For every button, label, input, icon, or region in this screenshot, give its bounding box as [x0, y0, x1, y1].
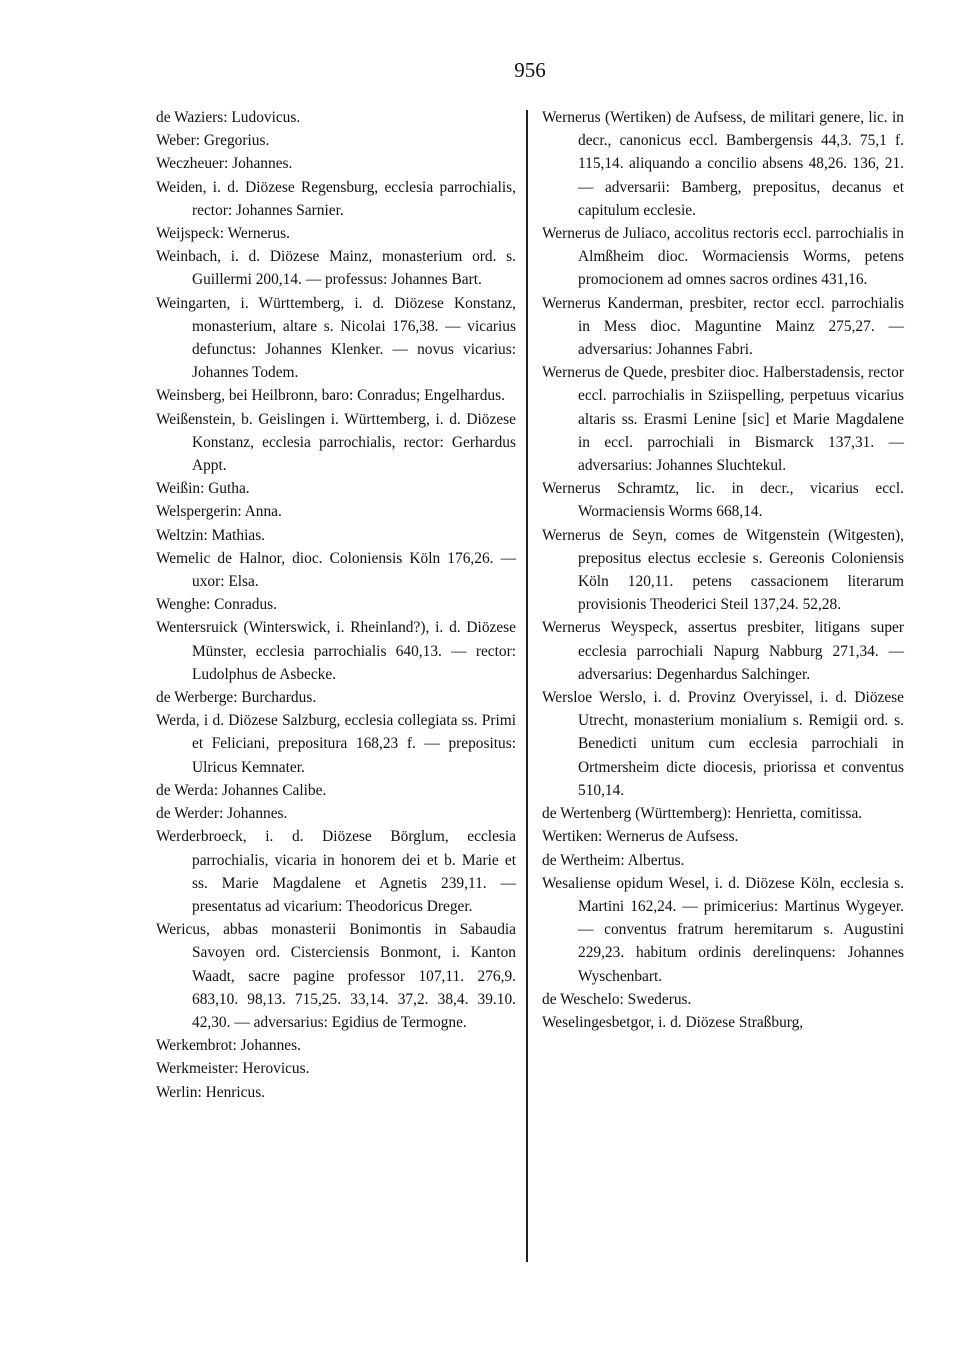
index-entry: Weinsberg, bei Heilbronn, baro: Conradus; Engelhardus. [156, 387, 505, 405]
index-entry: de Waziers: Ludovicus. [156, 109, 301, 126]
index-entry: Weltzin: Mathias. [156, 526, 266, 544]
index-entry: de Wertheim: Albertus. [542, 851, 685, 869]
index-entry: Wernerus (Wertiken) de Aufsess, de militari genere, lic. in decr., canonicus eccl. Bambergensis 44,3. 75,1 f. 115,14. aliquando a concilio absens 48,26. 136, 21. — adversarii: Bamberg, prepositus, decanus et capitulum ecclesie. [542, 109, 904, 219]
index-entry: Wernerus Weyspeck, assertus presbiter, litigans super ecclesia parrochiali Napurg Nabburg 271,34. — adversarius: Degenhardus Salchinger. [542, 619, 904, 683]
index-entry: Weinbach, i. d. Diözese Mainz, monasterium ord. s. Guillermi 200,14. — professus: Johannes Bart. [156, 248, 516, 289]
index-entry: Wernerus de Quede, presbiter dioc. Halberstadensis, rector eccl. parrochialis in Sziispelling, perpetuus vicarius altaris ss. Erasmi Lenine [sic] et Marie Magdalene in eccl. parrochiali in Bismarck 137,31. — adversarius: Johannes Sluchtekul. [542, 364, 904, 475]
index-entry: Werkembrot: Johannes. [156, 1037, 301, 1055]
index-entry: Weselingesbetgor, i. d. Diözese Straßburg, [542, 1013, 804, 1031]
index-entry: Werlin: Henricus. [156, 1083, 266, 1101]
column-divider [526, 110, 528, 1262]
index-entry: Wernerus Schramtz, lic. in decr., vicarius eccl. Wormaciensis Worms 668,14. [542, 480, 904, 521]
index-entry: Weingarten, i. Württemberg, i. d. Diözese Konstanz, monasterium, altare s. Nicolai 176,38. — vicarius defunctus: Johannes Klenker. — novus vicarius: Johannes Todem. [156, 294, 516, 382]
index-entry: Weber: Gregorius. [156, 132, 270, 150]
index-entry: Wericus, abbas monasterii Bonimontis in Sabaudia Savoyen ord. Cisterciensis Bonmont, i. Kanton Waadt, sacre pagine professor 107,11. 276,9. 683,10. 98,13. 715,25. 33,14. 37,2. 38,4. 39.10. 42,30. — adversarius: Egidius de Termogne. [156, 921, 516, 1031]
index-entry: de Wertenberg (Württemberg): Henrietta, comitissa. [542, 805, 863, 823]
page-number: 956 [514, 58, 546, 82]
index-entry: Wertiken: Wernerus de Aufsess. [542, 828, 739, 846]
index-entry: Weißenstein, b. Geislingen i. Württemberg, i. d. Diözese Konstanz, ecclesia parrochialis, rector: Gerhardus Appt. [156, 410, 516, 475]
index-entry: Weczheuer: Johannes. [156, 155, 293, 173]
right-column [542, 106, 904, 1034]
index-entry: de Werder: Johannes. [156, 805, 288, 823]
index-entry: Werda, i d. Diözese Salzburg, ecclesia collegiata ss. Primi et Feliciani, prepositura 168,23 f. — prepositus: Ulricus Kemnater. [156, 712, 516, 776]
index-entry: Weiden, i. d. Diözese Regensburg, ecclesia parrochialis, rector: Johannes Sarnier. [156, 178, 516, 219]
index-entry: Wemelic de Halnor, dioc. Coloniensis Köln 176,26. — uxor: Elsa. [156, 549, 516, 591]
index-entry: Wernerus de Juliaco, accolitus rectoris eccl. parrochialis in Almßheim dioc. Wormaciensis Worms, petens promocionem ad omnes sacros ordines 431,16. [542, 225, 904, 289]
index-entry: Werderbroeck, i. d. Diözese Börglum, ecclesia parrochialis, vicaria in honorem dei et b. Marie et ss. Marie Magdalene et Agnetis 239,11. — presentatus ad vicarium: Theodoricus Dreger. [156, 828, 516, 915]
index-entry: Welspergerin: Anna. [156, 503, 282, 521]
index-entry: de Werberge: Burchardus. [156, 689, 317, 707]
index-entry: Wernerus de Seyn, comes de Witgenstein (Witgesten), prepositus electus ecclesie s. Gereonis Coloniensis Köln 120,11. petens cassacionem literarum provisionis Theoderici Steil 137,24. 52,28. [542, 526, 904, 614]
index-entry: Weißin: Gutha. [156, 480, 250, 498]
index-entry: Wentersruick (Winterswick, i. Rheinland?), i. d. Diözese Münster, ecclesia parrochialis 640,13. — rector: Ludolphus de Asbecke. [156, 619, 516, 683]
index-entry: Wersloe Werslo, i. d. Provinz Overyissel, i. d. Diözese Utrecht, monasterium monialium s. Remigii ord. s. Benedicti unitum cum ecclesia parrochiali in Ortmersheim dicte diocesis, priorissa et conventus 510,14. [542, 689, 904, 799]
index-entry: de Werda: Johannes Calibe. [156, 781, 327, 799]
index-entry: Werkmeister: Herovicus. [156, 1060, 310, 1078]
index-entry: de Weschelo: Swederus. [542, 990, 692, 1008]
index-entry: Wesaliense opidum Wesel, i. d. Diözese Köln, ecclesia s. Martini 162,24. — primicerius: Martinus Wygeyer. — conventus fratrum heremitarum s. Augustini 229,23. habitum ordinis derelinquens: Johannes Wyschenbart. [542, 874, 904, 985]
index-entry: Wernerus Kanderman, presbiter, rector eccl. parrochialis in Mess dioc. Maguntine Mainz 275,27. — adversarius: Johannes Fabri. [542, 294, 904, 359]
index-entry: Wenghe: Conradus. [156, 596, 278, 614]
left-column [156, 106, 516, 1104]
index-entry: Weijspeck: Wernerus. [156, 225, 290, 243]
